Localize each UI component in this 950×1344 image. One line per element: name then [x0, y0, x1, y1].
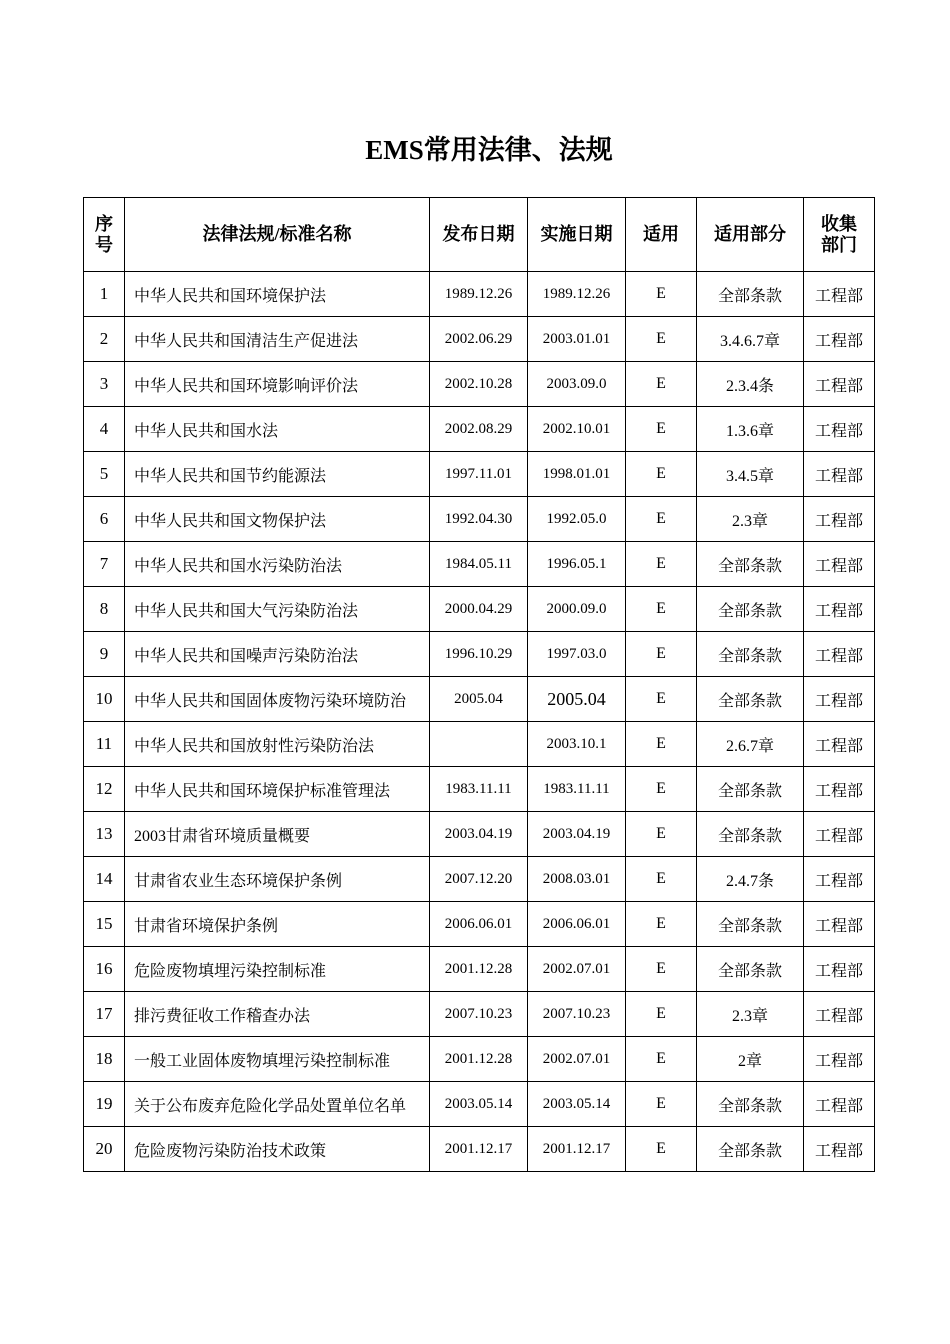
seq-cell: 20 — [84, 1127, 125, 1172]
scope-cell: 全部条款 — [697, 902, 804, 947]
dept-cell: 工程部 — [804, 947, 875, 992]
name-cell: 中华人民共和国大气污染防治法 — [125, 587, 430, 632]
effective-date-cell: 1983.11.11 — [528, 767, 626, 812]
applicable-cell: E — [626, 992, 697, 1037]
table-row — [84, 812, 875, 857]
effective-date-cell: 2003.10.1 — [528, 722, 626, 767]
seq-cell: 8 — [84, 587, 125, 632]
seq-cell: 11 — [84, 722, 125, 767]
table-body — [84, 272, 875, 1172]
header-name: 法律法规/标准名称 — [125, 198, 430, 272]
effective-date-cell: 2003.09.0 — [528, 362, 626, 407]
scope-cell: 3.4.5章 — [697, 452, 804, 497]
scope-cell: 全部条款 — [697, 1127, 804, 1172]
name-cell: 中华人民共和国噪声污染防治法 — [125, 632, 430, 677]
dept-cell: 工程部 — [804, 902, 875, 947]
seq-cell: 3 — [84, 362, 125, 407]
name-cell: 甘肃省环境保护条例 — [125, 902, 430, 947]
table-header-row — [84, 198, 875, 272]
applicable-cell: E — [626, 542, 697, 587]
table-row — [84, 317, 875, 362]
seq-cell: 4 — [84, 407, 125, 452]
scope-cell: 全部条款 — [697, 947, 804, 992]
publish-date-cell: 2007.12.20 — [430, 857, 528, 902]
seq-cell: 14 — [84, 857, 125, 902]
publish-date-cell: 2002.06.29 — [430, 317, 528, 362]
dept-cell: 工程部 — [804, 452, 875, 497]
table-row — [84, 767, 875, 812]
scope-cell: 全部条款 — [697, 677, 804, 722]
effective-date-cell: 2002.07.01 — [528, 1037, 626, 1082]
table-row — [84, 857, 875, 902]
table-row — [84, 1082, 875, 1127]
publish-date-cell: 2000.04.29 — [430, 587, 528, 632]
applicable-cell: E — [626, 857, 697, 902]
dept-cell: 工程部 — [804, 1037, 875, 1082]
header-applicable: 适用 — [626, 198, 697, 272]
applicable-cell: E — [626, 452, 697, 497]
table-row — [84, 1037, 875, 1082]
effective-date-cell: 2003.01.01 — [528, 317, 626, 362]
publish-date-cell: 2001.12.28 — [430, 947, 528, 992]
effective-date-cell: 2000.09.0 — [528, 587, 626, 632]
publish-date-cell: 1989.12.26 — [430, 272, 528, 317]
publish-date-cell: 1984.05.11 — [430, 542, 528, 587]
publish-date-cell: 2007.10.23 — [430, 992, 528, 1037]
scope-cell: 全部条款 — [697, 542, 804, 587]
name-cell: 甘肃省农业生态环境保护条例 — [125, 857, 430, 902]
effective-date-cell: 2003.04.19 — [528, 812, 626, 857]
dept-cell: 工程部 — [804, 542, 875, 587]
name-cell: 排污费征收工作稽查办法 — [125, 992, 430, 1037]
seq-cell: 10 — [84, 677, 125, 722]
name-cell: 中华人民共和国水法 — [125, 407, 430, 452]
name-cell: 危险废物填埋污染控制标准 — [125, 947, 430, 992]
scope-cell: 3.4.6.7章 — [697, 317, 804, 362]
applicable-cell: E — [626, 767, 697, 812]
dept-cell: 工程部 — [804, 767, 875, 812]
effective-date-cell: 1989.12.26 — [528, 272, 626, 317]
scope-cell: 2.6.7章 — [697, 722, 804, 767]
scope-cell: 全部条款 — [697, 1082, 804, 1127]
table-row — [84, 452, 875, 497]
applicable-cell: E — [626, 407, 697, 452]
scope-cell: 2.4.7条 — [697, 857, 804, 902]
dept-cell: 工程部 — [804, 812, 875, 857]
table-row — [84, 992, 875, 1037]
applicable-cell: E — [626, 632, 697, 677]
header-dept: 收集部门 — [804, 198, 875, 272]
scope-cell: 2.3章 — [697, 497, 804, 542]
name-cell: 中华人民共和国水污染防治法 — [125, 542, 430, 587]
publish-date-cell: 2001.12.28 — [430, 1037, 528, 1082]
effective-date-cell: 1997.03.0 — [528, 632, 626, 677]
applicable-cell: E — [626, 812, 697, 857]
name-cell: 中华人民共和国节约能源法 — [125, 452, 430, 497]
scope-cell: 2.3章 — [697, 992, 804, 1037]
effective-date-cell: 1992.05.0 — [528, 497, 626, 542]
table-row — [84, 632, 875, 677]
dept-cell: 工程部 — [804, 272, 875, 317]
effective-date-cell: 2007.10.23 — [528, 992, 626, 1037]
publish-date-cell: 1996.10.29 — [430, 632, 528, 677]
effective-date-cell: 2008.03.01 — [528, 857, 626, 902]
seq-cell: 13 — [84, 812, 125, 857]
applicable-cell: E — [626, 497, 697, 542]
name-cell: 中华人民共和国固体废物污染环境防治 — [125, 677, 430, 722]
seq-cell: 1 — [84, 272, 125, 317]
seq-cell: 9 — [84, 632, 125, 677]
applicable-cell: E — [626, 722, 697, 767]
effective-date-cell: 2001.12.17 — [528, 1127, 626, 1172]
scope-cell: 2章 — [697, 1037, 804, 1082]
dept-cell: 工程部 — [804, 497, 875, 542]
publish-date-cell: 1997.11.01 — [430, 452, 528, 497]
header-publish-date: 发布日期 — [430, 198, 528, 272]
applicable-cell: E — [626, 1127, 697, 1172]
seq-cell: 16 — [84, 947, 125, 992]
dept-cell: 工程部 — [804, 407, 875, 452]
table-row — [84, 407, 875, 452]
applicable-cell: E — [626, 947, 697, 992]
applicable-cell: E — [626, 272, 697, 317]
table-row — [84, 497, 875, 542]
applicable-cell: E — [626, 902, 697, 947]
publish-date-cell: 2006.06.01 — [430, 902, 528, 947]
publish-date-cell: 1983.11.11 — [430, 767, 528, 812]
effective-date-cell: 1998.01.01 — [528, 452, 626, 497]
dept-cell: 工程部 — [804, 362, 875, 407]
dept-cell: 工程部 — [804, 677, 875, 722]
applicable-cell: E — [626, 587, 697, 632]
publish-date-cell — [430, 722, 528, 767]
dept-cell: 工程部 — [804, 317, 875, 362]
table-row — [84, 902, 875, 947]
dept-cell: 工程部 — [804, 1082, 875, 1127]
dept-cell: 工程部 — [804, 992, 875, 1037]
scope-cell: 2.3.4条 — [697, 362, 804, 407]
table-row — [84, 722, 875, 767]
effective-date-cell: 2002.10.01 — [528, 407, 626, 452]
regulations-table — [83, 197, 875, 1172]
effective-date-cell: 2006.06.01 — [528, 902, 626, 947]
header-scope: 适用部分 — [697, 198, 804, 272]
name-cell: 中华人民共和国环境影响评价法 — [125, 362, 430, 407]
applicable-cell: E — [626, 1037, 697, 1082]
seq-cell: 6 — [84, 497, 125, 542]
header-effective-date: 实施日期 — [528, 198, 626, 272]
name-cell: 危险废物污染防治技术政策 — [125, 1127, 430, 1172]
scope-cell: 全部条款 — [697, 272, 804, 317]
effective-date-cell: 2002.07.01 — [528, 947, 626, 992]
name-cell: 中华人民共和国清洁生产促进法 — [125, 317, 430, 362]
name-cell: 关于公布废弃危险化学品处置单位名单 — [125, 1082, 430, 1127]
publish-date-cell: 1992.04.30 — [430, 497, 528, 542]
table-row — [84, 272, 875, 317]
name-cell: 一般工业固体废物填埋污染控制标准 — [125, 1037, 430, 1082]
effective-date-cell: 2005.04 — [528, 677, 626, 722]
scope-cell: 1.3.6章 — [697, 407, 804, 452]
scope-cell: 全部条款 — [697, 812, 804, 857]
name-cell: 中华人民共和国文物保护法 — [125, 497, 430, 542]
header-seq: 序号 — [84, 198, 125, 272]
applicable-cell: E — [626, 362, 697, 407]
name-cell: 2003甘肃省环境质量概要 — [125, 812, 430, 857]
scope-cell: 全部条款 — [697, 767, 804, 812]
scope-cell: 全部条款 — [697, 587, 804, 632]
publish-date-cell: 2001.12.17 — [430, 1127, 528, 1172]
seq-cell: 5 — [84, 452, 125, 497]
table-row — [84, 677, 875, 722]
name-cell: 中华人民共和国环境保护法 — [125, 272, 430, 317]
table-row — [84, 362, 875, 407]
applicable-cell: E — [626, 317, 697, 362]
seq-cell: 7 — [84, 542, 125, 587]
seq-cell: 15 — [84, 902, 125, 947]
seq-cell: 18 — [84, 1037, 125, 1082]
dept-cell: 工程部 — [804, 857, 875, 902]
publish-date-cell: 2003.04.19 — [430, 812, 528, 857]
applicable-cell: E — [626, 1082, 697, 1127]
effective-date-cell: 2003.05.14 — [528, 1082, 626, 1127]
seq-cell: 12 — [84, 767, 125, 812]
publish-date-cell: 2002.10.28 — [430, 362, 528, 407]
seq-cell: 19 — [84, 1082, 125, 1127]
page-title: EMS常用法律、法规 — [365, 135, 613, 165]
scope-cell: 全部条款 — [697, 632, 804, 677]
publish-date-cell: 2005.04 — [430, 677, 528, 722]
publish-date-cell: 2002.08.29 — [430, 407, 528, 452]
table-row — [84, 542, 875, 587]
table-row — [84, 587, 875, 632]
dept-cell: 工程部 — [804, 587, 875, 632]
table-row — [84, 947, 875, 992]
name-cell: 中华人民共和国放射性污染防治法 — [125, 722, 430, 767]
seq-cell: 17 — [84, 992, 125, 1037]
effective-date-cell: 1996.05.1 — [528, 542, 626, 587]
seq-cell: 2 — [84, 317, 125, 362]
dept-cell: 工程部 — [804, 722, 875, 767]
table-row — [84, 1127, 875, 1172]
publish-date-cell: 2003.05.14 — [430, 1082, 528, 1127]
dept-cell: 工程部 — [804, 1127, 875, 1172]
applicable-cell: E — [626, 677, 697, 722]
dept-cell: 工程部 — [804, 632, 875, 677]
name-cell: 中华人民共和国环境保护标准管理法 — [125, 767, 430, 812]
